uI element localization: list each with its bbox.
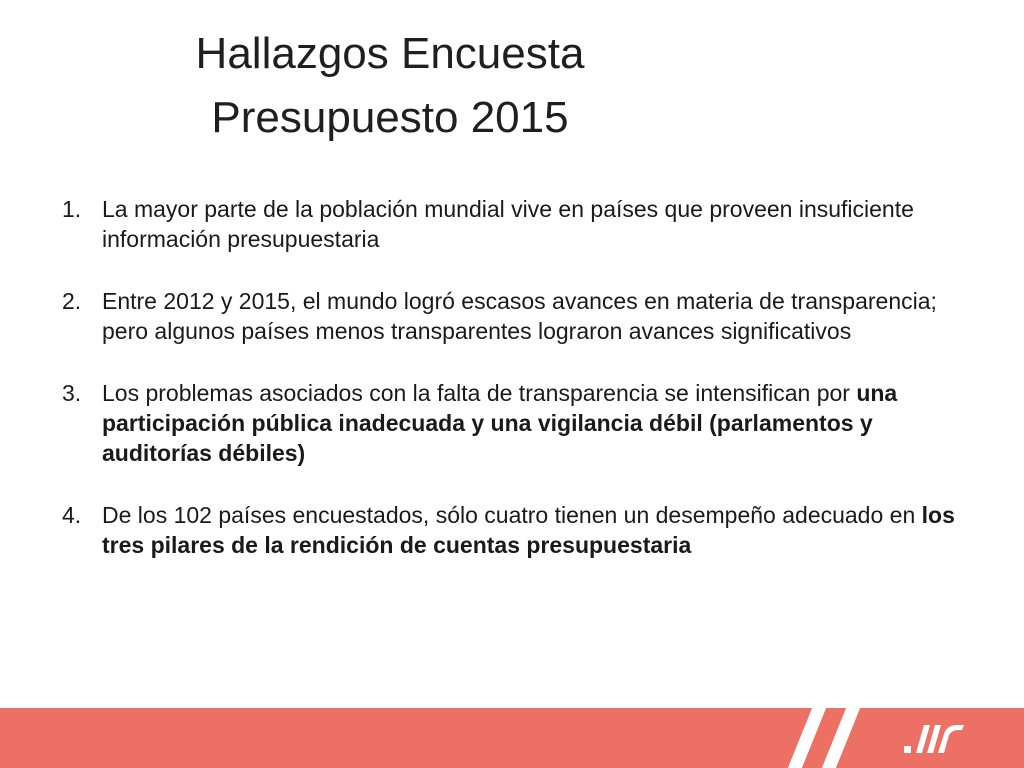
title-line-2: Presupuesto 2015 xyxy=(211,93,569,142)
slide-title xyxy=(150,22,630,150)
item-text-regular: De los 102 países encuestados, sólo cuatro tienen un desempeño adecuado en xyxy=(102,502,922,528)
item-text-regular: Los problemas asociados con la falta de transparencia se intensifican por xyxy=(102,380,857,406)
item-text xyxy=(102,378,962,468)
item-number: 1. xyxy=(62,196,82,222)
decorative-slash xyxy=(788,708,826,768)
item-text-bold: los tres pilares de la rendición de cuentas presupuestaria xyxy=(102,502,955,558)
item-text: Entre 2012 y 2015, el mundo logró escasos avances en materia de transparencia; pero algunos países menos transparentes lograron avances significativos xyxy=(102,288,937,344)
list-item xyxy=(62,500,962,560)
brand-logo-icon xyxy=(902,724,972,754)
title-line-1: Hallazgos Encuesta xyxy=(195,29,585,78)
item-number: 3. xyxy=(62,380,82,406)
item-text: La mayor parte de la población mundial vive en países que proveen insuficiente información presupuestaria xyxy=(102,196,914,252)
list-item xyxy=(62,194,962,254)
item-number: 2. xyxy=(62,288,82,314)
list-item xyxy=(62,286,962,346)
item-text-bold: una participación pública inadecuada y una vigilancia débil (parlamentos y auditorías débiles) xyxy=(102,380,898,466)
item-number: 4. xyxy=(62,502,82,528)
findings-list xyxy=(62,194,962,592)
item-text xyxy=(102,500,962,560)
list-item xyxy=(62,378,962,468)
decorative-slash xyxy=(822,708,860,768)
bottom-bar xyxy=(0,708,1024,768)
